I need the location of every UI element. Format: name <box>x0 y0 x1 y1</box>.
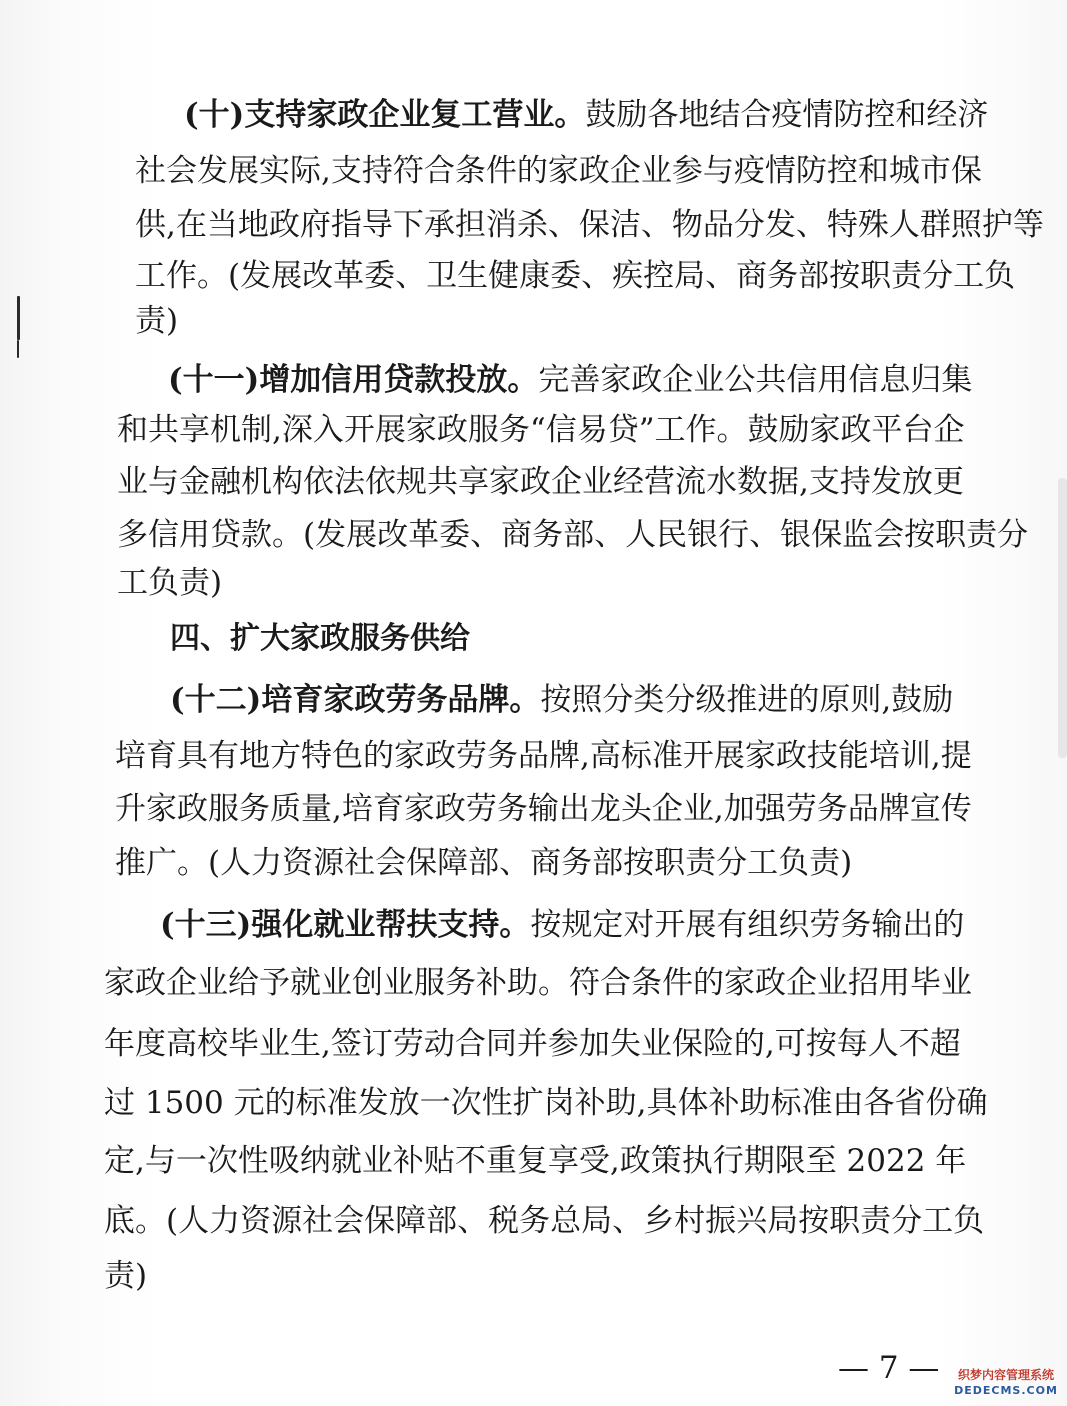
paragraph-13-line-6: 底。(人力资源社会保障部、税务总局、乡村振兴局按职责分工负 <box>104 1203 985 1239</box>
paragraph-11-line-2: 和共享机制,深入开展家政服务“信易贷”工作。鼓励家政平台企 <box>117 412 965 448</box>
paragraph-13-line-4: 过 1500 元的标准发放一次性扩岗补助,具体补助标准由各省份确 <box>104 1085 988 1121</box>
section-title-10: (十)支持家政企业复工营业。 <box>184 97 586 133</box>
paragraph-12-line-4: 推广。(人力资源社会保障部、商务部按职责分工负责) <box>115 845 853 881</box>
binding-mark <box>17 340 19 358</box>
paragraph-12-line-2: 培育具有地方特色的家政劳务品牌,高标准开展家政技能培训,提 <box>115 738 972 774</box>
paragraph-11-line-4: 多信用贷款。(发展改革委、商务部、人民银行、银保监会按职责分 <box>117 517 1029 553</box>
paragraph-10-line-1: (十)支持家政企业复工营业。鼓励各地结合疫情防控和经济 <box>184 97 989 133</box>
paragraph-12-line-3: 升家政服务质量,培育家政劳务输出龙头企业,加强劳务品牌宣传 <box>115 791 972 827</box>
paragraph-13-line-5: 定,与一次性吸纳就业补贴不重复享受,政策执行期限至 2022 年 <box>104 1143 967 1179</box>
paragraph-10-line-4: 工作。(发展改革委、卫生健康委、疾控局、商务部按职责分工负 <box>135 258 1016 294</box>
page-number: — 7 — <box>838 1350 940 1386</box>
section-title-11: (十一)增加信用贷款投放。 <box>168 362 539 398</box>
paragraph-13-line-2: 家政企业给予就业创业服务补助。符合条件的家政企业招用毕业 <box>104 965 972 1001</box>
watermark-text-en: DEDECMS.COM <box>954 1384 1058 1397</box>
paragraph-11-line-1: (十一)增加信用贷款投放。完善家政企业公共信用信息归集 <box>168 362 973 398</box>
paragraph-10-line-5: 责) <box>135 303 179 339</box>
section-heading-4: 四、扩大家政服务供给 <box>170 621 470 656</box>
paragraph-11-line-5: 工负责) <box>117 565 223 601</box>
paragraph-12-line-1: (十二)培育家政劳务品牌。按照分类分级推进的原则,鼓励 <box>170 682 954 718</box>
paragraph-11-line-3: 业与金融机构依法依规共享家政企业经营流水数据,支持发放更 <box>117 464 964 500</box>
paragraph-13-line-3: 年度高校毕业生,签订劳动合同并参加失业保险的,可按每人不超 <box>104 1026 961 1062</box>
paragraph-13-line-7: 责) <box>104 1258 148 1294</box>
paragraph-10-line-2: 社会发展实际,支持符合条件的家政企业参与疫情防控和城市保 <box>135 153 982 189</box>
binding-mark <box>17 296 20 340</box>
paragraph-10-line-3: 供,在当地政府指导下承担消杀、保洁、物品分发、特殊人群照护等 <box>135 207 1044 243</box>
section-title-12: (十二)培育家政劳务品牌。 <box>170 682 541 718</box>
scrollbar-thumb[interactable] <box>1058 478 1067 758</box>
paragraph-13-line-1: (十三)强化就业帮扶支持。按规定对开展有组织劳务输出的 <box>160 907 965 943</box>
watermark-logo <box>948 1368 1064 1404</box>
section-title-13: (十三)强化就业帮扶支持。 <box>160 907 531 943</box>
watermark-text-cn: 织梦内容管理系统 <box>957 1368 1054 1382</box>
